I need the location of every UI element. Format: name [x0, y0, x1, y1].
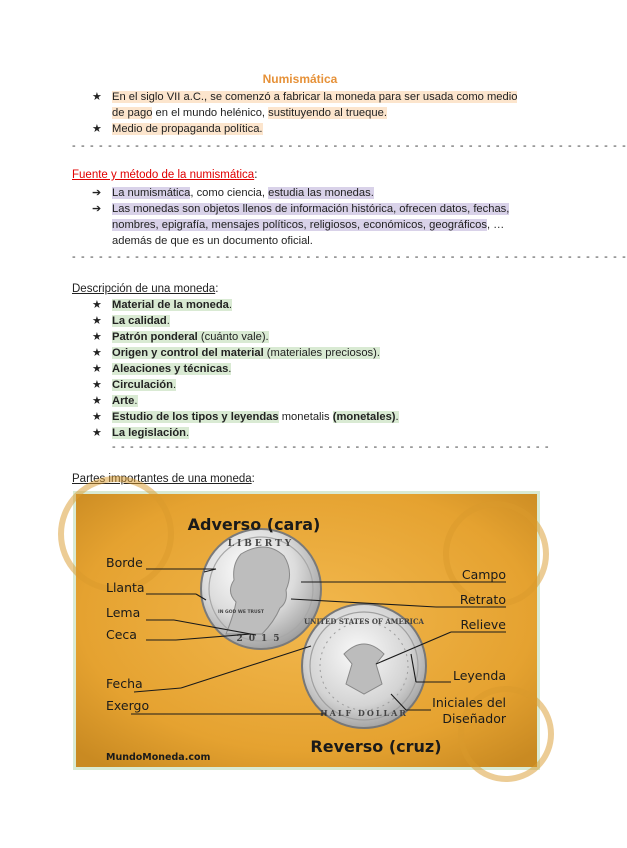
- descripcion-list: [92, 297, 522, 441]
- star-bullet-icon: ★: [92, 91, 102, 103]
- arrow-bullet-icon: ➔: [92, 187, 102, 199]
- label-iniciales: Iniciales del: [432, 695, 506, 710]
- list-item: ★ Origen y control del material (materiales preciosos).: [92, 347, 380, 359]
- image-credit: MundoMoneda.com: [106, 752, 211, 763]
- star-bullet-icon: ★: [92, 395, 102, 407]
- list-item: ➔ La numismática, como ciencia, estudia las monedas.: [92, 187, 374, 199]
- star-bullet-icon: ★: [92, 299, 102, 311]
- list-item: ★ Patrón ponderal (cuánto vale).: [92, 331, 269, 343]
- reverse-label: Reverso (cruz): [310, 737, 442, 756]
- label-ceca: Ceca: [106, 627, 137, 642]
- coin-front: [201, 529, 321, 649]
- section-heading-text: Fuente y método de la numismática: [72, 169, 255, 181]
- star-bullet-icon: ★: [92, 427, 102, 439]
- list-item: ➔ Las monedas son objetos llenos de información histórica, ofrecen datos, fechas, nombres, epigrafía, mensajes políticos, religiosos, económicos, geográficos, … además de que es un documento oficial.: [92, 203, 510, 247]
- divider: - - - - - - - - - - - - - - - - - - - - - - - - - - - - - - - - - - - - - - - - - - - - - - - - - - - - - - - - - - - - - -: [72, 251, 627, 263]
- intro-list: [92, 89, 522, 137]
- label-leyenda: Leyenda: [452, 668, 506, 683]
- intro-item-tail: sustituyendo al trueque.: [268, 107, 387, 119]
- list-item: ★ Estudio de los tipos y leyendas monetalis (monetales).: [92, 411, 399, 423]
- intro-item-mid: en el mundo helénico,: [152, 107, 269, 119]
- label-relieve: Relieve: [460, 617, 506, 632]
- page-title: Numismática: [262, 72, 338, 86]
- label-llanta: Llanta: [106, 580, 145, 595]
- section-heading-text: Descripción de una moneda: [72, 283, 216, 295]
- coin-back: [302, 604, 426, 728]
- label-borde: Borde: [106, 555, 143, 570]
- star-bullet-icon: ★: [92, 331, 102, 343]
- coin-back-value: HALF DOLLAR: [320, 708, 408, 718]
- divider: - - - - - - - - - - - - - - - - - - - - - - - - - - - - - - - - - - - - - - - - - - - - - - - - - - - - - - - - - - - - - -: [72, 140, 627, 152]
- divider: - - - - - - - - - - - - - - - - - - - - - - - - - - - - - - - - - - - - - - - - - - - - - - - - -: [112, 441, 550, 453]
- coin-front-motto: IN GOD WE TRUST: [218, 610, 264, 615]
- star-bullet-icon: ★: [92, 411, 102, 423]
- section-heading-fuente: Fuente y método de la numismática:: [72, 169, 258, 181]
- label-retrato: Retrato: [459, 592, 506, 607]
- list-item: ★ Aleaciones y técnicas.: [92, 363, 232, 375]
- coin-front-year: 2015: [236, 634, 286, 644]
- section-heading-partes: Partes importantes de una moneda:: [72, 473, 255, 485]
- star-bullet-icon: ★: [92, 123, 102, 135]
- section-heading-descripcion: Descripción de una moneda:: [72, 283, 219, 295]
- arrow-bullet-icon: ➔: [92, 203, 102, 215]
- label-disenador: Diseñador: [442, 711, 506, 726]
- fuente-list: [92, 185, 522, 249]
- list-item: ★ Material de la moneda.: [92, 299, 232, 311]
- star-bullet-icon: ★: [92, 363, 102, 375]
- list-item: [92, 89, 522, 121]
- list-item: [92, 121, 522, 137]
- star-bullet-icon: ★: [92, 347, 102, 359]
- list-item: ★ La calidad.: [92, 315, 170, 327]
- coin-back-legend: UNITED STATES OF AMERICA: [304, 617, 424, 626]
- star-bullet-icon: ★: [92, 315, 102, 327]
- label-fecha: Fecha: [106, 676, 143, 691]
- list-item: ★ La legislación.: [92, 427, 190, 439]
- coin-front-liberty: LIBERTY: [227, 539, 295, 549]
- coin-diagram: [76, 494, 537, 767]
- label-lema: Lema: [106, 605, 141, 620]
- list-item: ★ Arte.: [92, 395, 138, 407]
- star-bullet-icon: ★: [92, 379, 102, 391]
- eagle-shape: [344, 644, 384, 694]
- coin-parts-figure: [73, 491, 540, 770]
- list-item: ★ Circulación.: [92, 379, 177, 391]
- obverse-label: Adverso (cara): [187, 515, 321, 534]
- intro-item-text: En el siglo VII a.C., se comenzó a fabricar la moneda para ser usada como medio de pago: [112, 91, 518, 119]
- label-exergo: Exergo: [106, 698, 150, 713]
- section-heading-text: Partes importantes de una moneda: [72, 473, 252, 485]
- label-campo: Campo: [461, 567, 506, 582]
- intro-item-text: Medio de propaganda política.: [112, 123, 263, 135]
